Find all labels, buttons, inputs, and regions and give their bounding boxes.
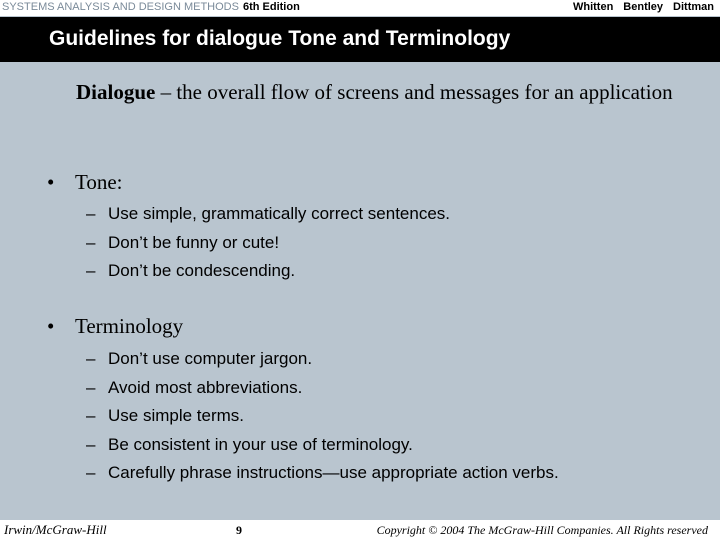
authors bbox=[563, 0, 714, 14]
edition-label: 6th Edition bbox=[242, 1, 300, 13]
dash-marker: – bbox=[86, 406, 96, 426]
list-item bbox=[86, 257, 450, 286]
list-item-text: Be consistent in your use of terminology. bbox=[108, 434, 413, 454]
copyright-notice: Copyright © 2004 The McGraw-Hill Companies. All Rights reserved bbox=[376, 523, 708, 537]
list-item bbox=[86, 402, 559, 431]
header-bar bbox=[0, 0, 720, 16]
bullet-label-tone bbox=[75, 170, 123, 194]
bullet-terminology bbox=[47, 314, 183, 339]
title-bar bbox=[0, 17, 720, 62]
definition-paragraph bbox=[76, 78, 676, 107]
dash-marker: – bbox=[86, 434, 96, 454]
list-item-text: Carefully phrase instructions—use appropriate action verbs. bbox=[108, 463, 559, 483]
bullet-marker: • bbox=[47, 170, 55, 194]
dash-marker: – bbox=[86, 204, 96, 223]
dash-marker: – bbox=[86, 463, 96, 483]
list-item-text: Use simple, grammatically correct sentences. bbox=[108, 204, 451, 223]
author-1: Whitten bbox=[572, 1, 614, 13]
course-header bbox=[2, 0, 300, 14]
list-item bbox=[86, 345, 559, 374]
list-item-text: Use simple terms. bbox=[108, 406, 245, 426]
definition-term: Dialogue bbox=[76, 80, 156, 104]
bullet-label-text: Tone: bbox=[75, 170, 123, 194]
footer-bar bbox=[0, 520, 720, 540]
dash-marker: – bbox=[86, 232, 96, 252]
tone-list bbox=[86, 200, 450, 286]
bullet-tone bbox=[47, 170, 123, 195]
list-item bbox=[86, 374, 559, 403]
list-item-text: Don’t use computer jargon. bbox=[108, 349, 313, 368]
list-item-text: Avoid most abbreviations. bbox=[108, 377, 303, 397]
list-item bbox=[86, 431, 559, 460]
list-item bbox=[86, 200, 450, 229]
list-item-text: Don’t be funny or cute! bbox=[108, 232, 280, 252]
list-item bbox=[86, 229, 450, 258]
bullet-label-terminology: Terminology bbox=[75, 314, 184, 338]
definition-text: – the overall flow of screens and messages for an application bbox=[155, 80, 673, 104]
dash-marker: – bbox=[86, 377, 96, 397]
terminology-list bbox=[86, 345, 559, 488]
page-number: 9 bbox=[236, 523, 242, 537]
list-item bbox=[86, 459, 559, 488]
author-2: Bentley bbox=[623, 1, 664, 13]
author-3: Dittman bbox=[673, 1, 714, 13]
dash-marker: – bbox=[86, 261, 96, 281]
course-title: SYSTEMS ANALYSIS AND DESIGN METHODS bbox=[2, 1, 239, 13]
publisher-label: Irwin/McGraw-Hill bbox=[4, 522, 107, 537]
list-item-text: Don’t be condescending. bbox=[108, 261, 296, 281]
slide-title: Guidelines for dialogue Tone and Terminology bbox=[49, 27, 511, 50]
dash-marker: – bbox=[86, 349, 96, 368]
bullet-marker: • bbox=[47, 314, 55, 338]
